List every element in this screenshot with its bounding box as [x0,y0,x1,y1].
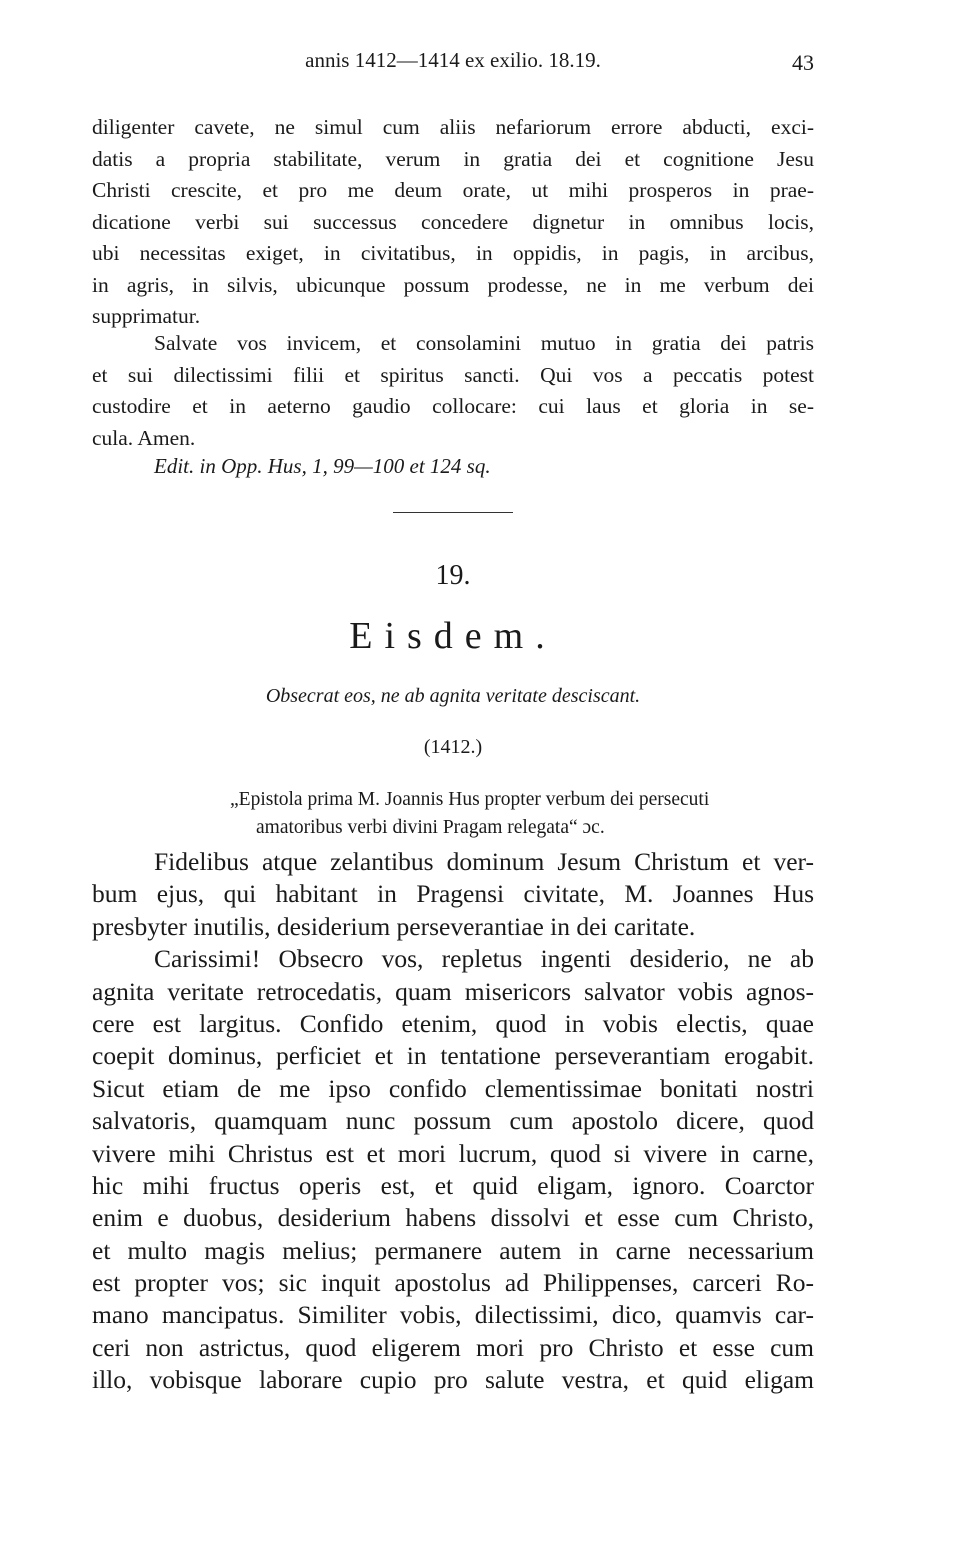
text-line: bum ejus, qui habitant in Pragensi civitate, M. Joannes Hus [92,879,814,909]
text-line: ceri non astrictus, quod eligerem mori pro Christo et esse cum [92,1332,814,1362]
letter-title: Eisdem. [349,615,557,657]
text-line: cere est largitus. Confido etenim, quod in vobis electis, quae [92,1008,814,1038]
letter-year: (1412.) [423,736,483,758]
text-line: agnita veritate retrocedatis, quam misericors salvator vobis agnos- [92,976,814,1006]
text-line: supprimatur. [92,304,201,328]
text-line: cula. Amen. [92,425,196,450]
text-line: illo, vobisque laborare cupio pro salute vestra, et quid eligam [92,1365,814,1395]
inscription-line: amatoribus verbi divini Pragam relegata“ ɔc. [256,817,605,838]
letter-subtitle: Obsecrat eos, ne ab agnita veritate desciscant. [265,685,641,707]
text-line: ubi necessitas exiget, in civitatibus, in oppidis, in pagis, in arcibus, [92,241,814,265]
text-line: et multo magis melius; permanere autem in carne necessarium [92,1235,814,1265]
page-header [92,48,814,78]
text-line: in agris, in silvis, ubicunque possum prodesse, ne in me verbum dei [92,272,814,297]
page-number: 43 [792,50,814,75]
inscription-line: „Epistola prima M. Joannis Hus propter verbum dei persecuti [230,789,710,810]
text-line: Salvate vos invicem, et consolamini mutuo in gratia dei patris [154,331,814,355]
text-line: mano mancipatus. Similiter vobis, dilectissimi, dico, quamvis car- [92,1300,814,1330]
text-line: Sicut etiam de me ipso confido clementissimae bonitati nostri [92,1073,814,1103]
letter-number: 19. [435,560,471,591]
text-line: coepit dominus, perficiet et in tentatione perseverantiam erogabit. [92,1041,814,1071]
text-line: Fidelibus atque zelantibus dominum Jesum Christum et ver- [154,847,814,876]
letter19-body [92,846,814,1397]
text-line: vivere mihi Christus est et mori lucrum, quod si vivere in carne, [92,1138,814,1168]
text-line: et sui dilectissimi filii et spiritus sancti. Qui vos a peccatis potest [92,362,814,387]
letter18-paragraph-1 [92,112,814,333]
text-line: datis a propria stabilitate, verum in gratia dei et cognitione Jesu [92,146,814,171]
text-line: Carissimi! Obsecro vos, repletus ingenti desiderio, ne ab [154,944,814,974]
text-line: salvatoris, quamquam nunc possum cum apostolo dicere, quod [92,1106,814,1136]
letter18-paragraph-2 [92,328,814,454]
text-line: dicatione verbi sui successus concedere dignetur in omnibus locis, [92,209,814,234]
text-line: enim e duobus, desiderium habens dissolvi et esse cum Christo, [92,1203,814,1233]
section-divider [393,512,513,513]
text-line: custodire et in aeterno gaudio collocare: cui laus et gloria in se- [92,394,814,418]
text-line: diligenter cavete, ne simul cum aliis nefariorum errore abducti, exci- [92,115,814,139]
text-line: hic mihi fructus operis est, et quid eligam, ignoro. Coarctor [92,1170,814,1200]
letter-inscription [230,786,709,842]
text-line: Christi crescite, et pro me deum orate, ut mihi prosperos in prae- [92,178,814,202]
running-title: annis 1412—1414 ex exilio. 18.19. [305,48,601,72]
text-line: est propter vos; sic inquit apostolus ad Philippenses, carceri Ro- [92,1268,814,1298]
text-line: presbyter inutilis, desiderium perseverantiae in dei caritate. [92,911,696,941]
edition-source: Edit. in Opp. Hus, 1, 99—100 et 124 sq. [154,454,491,478]
